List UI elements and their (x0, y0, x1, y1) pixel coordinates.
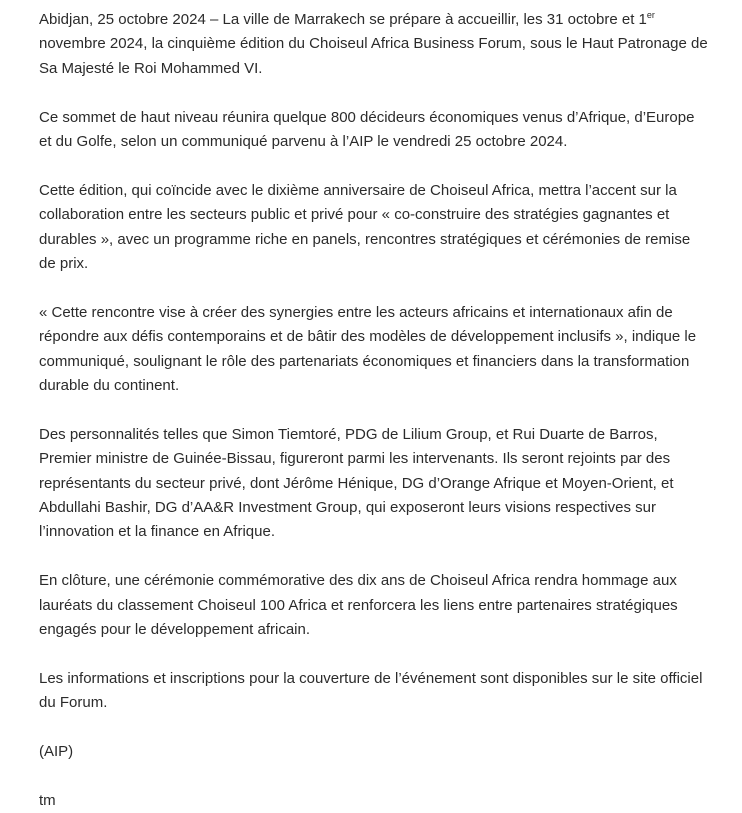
intro-text-start: Abidjan, 25 octobre 2024 – La ville de Marrakech se prépare à accueillir, les 31 octobre et 1 (39, 11, 647, 28)
paragraph-quote: « Cette rencontre vise à créer des synergies entre les acteurs africains et internationaux afin de répondre aux défis contemporains et de bâtir des modèles de développement inclusifs », indique le communiqué, soulignant le rôle des partenariats économiques et financiers dans la transformation durable du continent. (39, 303, 697, 395)
article-body (39, 8, 709, 813)
paragraph-summit: Ce sommet de haut niveau réunira quelque 800 décideurs économiques venus d’Afrique, d’Europe et du Golfe, selon un communiqué parvenu à l’AIP le vendredi 25 octobre 2024. (39, 108, 695, 151)
source-credit: (AIP) (39, 743, 74, 761)
paragraph-edition: Cette édition, qui coïncide avec le dixième anniversaire de Choiseul Africa, mettra l’accent sur la collaboration entre les secteurs public et privé pour « co-construire des stratégies gagnantes et durables », avec un programme riche en panels, rencontres stratégiques et cérémonies de remise de prix. (39, 181, 691, 273)
author-signature: tm (39, 791, 56, 809)
paragraph-info: Les informations et inscriptions pour la couverture de l’événement sont disponibles sur le site officiel du Forum. (39, 669, 703, 712)
intro-text-end: novembre 2024, la cinquième édition du Choiseul Africa Business Forum, sous le Haut Patronage de Sa Majesté le Roi Mohammed VI. (39, 35, 708, 77)
intro-superscript: er (646, 10, 655, 20)
paragraph-intro (39, 8, 709, 81)
paragraph-speakers: Des personnalités telles que Simon Tiemtoré, PDG de Lilium Group, et Rui Duarte de Barros, Premier ministre de Guinée-Bissau, figureront parmi les intervenants. Ils seront rejoints par des représentants du secteur privé, dont Jérôme Hénique, DG d’Orange Afrique et Moyen-Orient, et Abdullahi Bashir, DG d’AA&R Investment Group, qui exposeront leurs visions respectives sur l’innovation et la finance en Afrique. (39, 425, 674, 541)
paragraph-closing: En clôture, une cérémonie commémorative des dix ans de Choiseul Africa rendra hommage aux lauréats du classement Choiseul 100 Africa et renforcera les liens entre partenaires stratégiques engagés pour le développement africain. (39, 572, 678, 639)
